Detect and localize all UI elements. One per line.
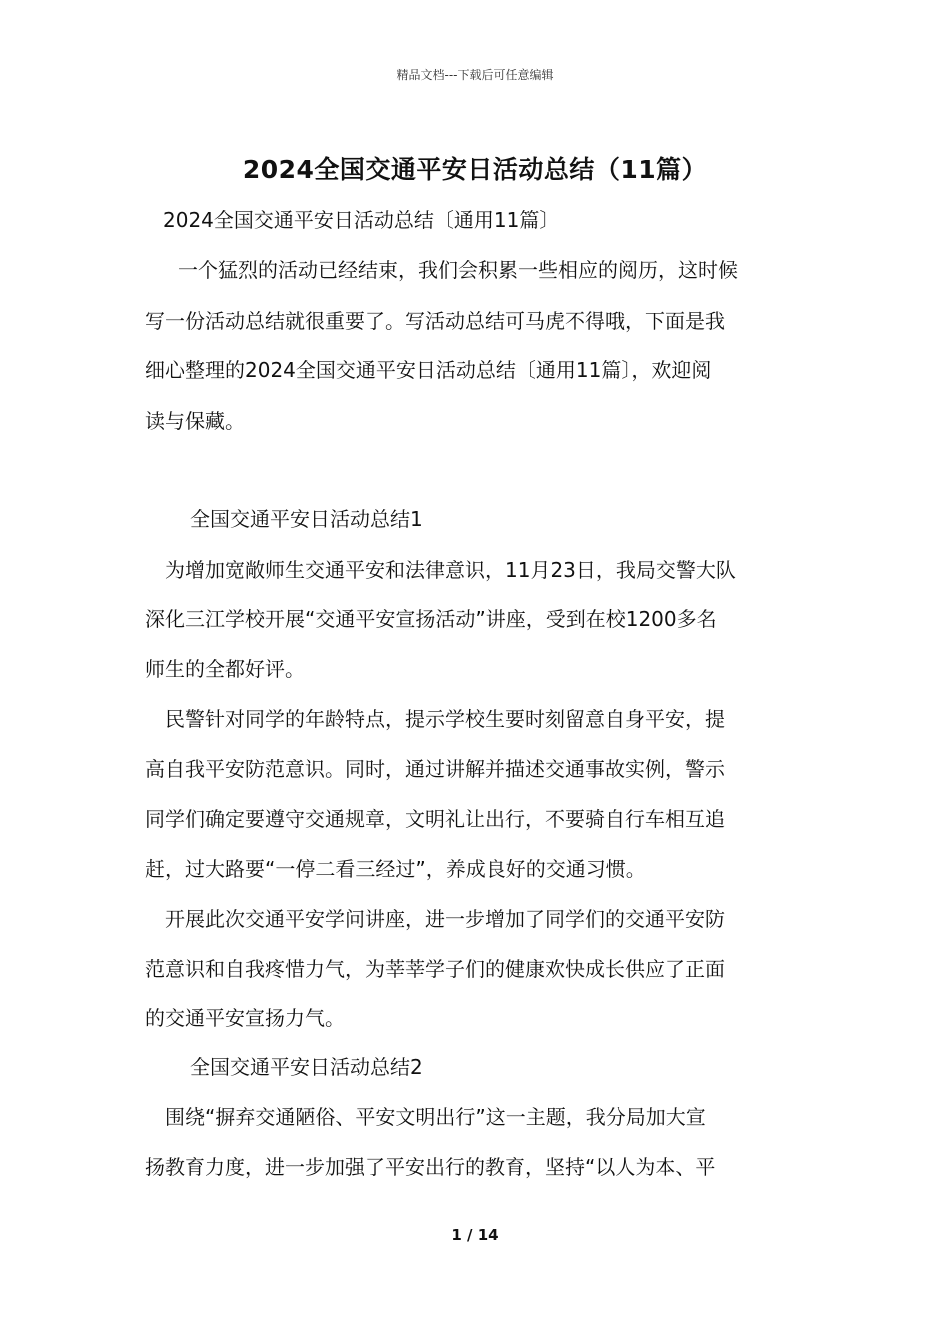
paragraph-line: 深化三江学校开展“交通平安宣扬活动”讲座，受到在校1200多名 <box>145 607 717 631</box>
intro-line: 读与保藏。 <box>145 409 245 433</box>
paragraph-line: 扬教育力度，进一步加强了平安出行的教育，坚持“以人为本、平 <box>145 1155 716 1179</box>
paragraph-line: 同学们确定要遵守交通规章，文明礼让出行，不要骑自行车相互追 <box>145 807 725 831</box>
intro-line: 一个猛烈的活动已经结束，我们会积累一些相应的阅历，这时候 <box>178 258 738 282</box>
intro-line: 写一份活动总结就很重要了。写活动总结可马虎不得哦，下面是我 <box>145 309 725 333</box>
section-heading: 全国交通平安日活动总结1 <box>190 507 423 531</box>
paragraph-line: 赶，过大路要“一停二看三经过”，养成良好的交通习惯。 <box>145 857 646 881</box>
document-title: 2024全国交通平安日活动总结（11篇） <box>242 155 708 184</box>
page-header: 精品文档---下载后可任意编辑 <box>396 68 554 82</box>
paragraph-line: 范意识和自我疼惜力气，为莘莘学子们的健康欢快成长供应了正面 <box>145 957 725 981</box>
page-number: 1 / 14 <box>451 1226 499 1244</box>
paragraph-line: 为增加宽敞师生交通平安和法律意识，11月23日，我局交警大队 <box>165 558 736 582</box>
section-heading: 全国交通平安日活动总结2 <box>190 1055 423 1079</box>
document-subtitle: 2024全国交通平安日活动总结〔通用11篇〕 <box>163 208 560 232</box>
paragraph-line: 民警针对同学的年龄特点，提示学校生要时刻留意自身平安，提 <box>165 707 725 731</box>
paragraph-line: 围绕“摒弃交通陋俗、平安文明出行”这一主题，我分局加大宣 <box>165 1105 706 1129</box>
paragraph-line: 高自我平安防范意识。同时，通过讲解并描述交通事故实例，警示 <box>145 757 725 781</box>
paragraph-line: 师生的全都好评。 <box>145 657 305 681</box>
paragraph-line: 的交通平安宣扬力气。 <box>145 1006 345 1030</box>
paragraph-line: 开展此次交通平安学问讲座，进一步增加了同学们的交通平安防 <box>165 907 725 931</box>
intro-line: 细心整理的2024全国交通平安日活动总结〔通用11篇〕，欢迎阅 <box>145 358 712 382</box>
